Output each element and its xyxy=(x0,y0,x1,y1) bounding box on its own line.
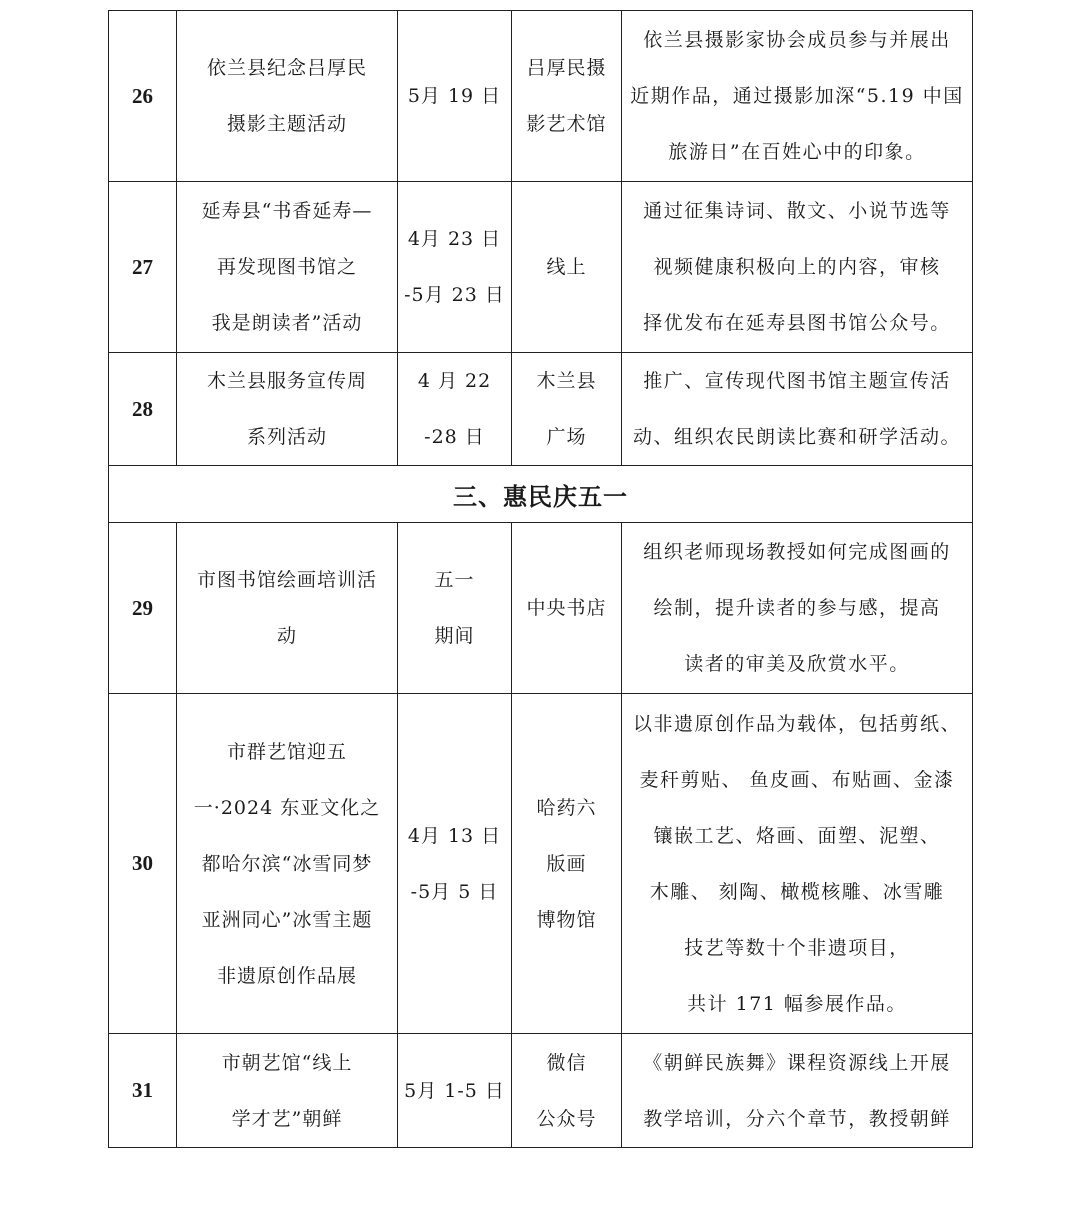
description-cell: 《朝鲜民族舞》课程资源线上开展 教学培训，分六个章节，教授朝鲜 xyxy=(622,1034,973,1148)
table-row-28 xyxy=(109,353,973,466)
venue-cell: 中央书店 xyxy=(512,523,622,694)
events-table xyxy=(108,10,973,1148)
date-cell: 4 月 22 -28 日 xyxy=(398,353,512,466)
venue-cell: 哈药六 版画 博物馆 xyxy=(512,694,622,1034)
description-cell: 组织老师现场教授如何完成图画的 绘制，提升读者的参与感，提高 读者的审美及欣赏水平。 xyxy=(622,523,973,694)
row-number: 31 xyxy=(109,1034,177,1148)
date-cell: 5月 19 日 xyxy=(398,11,512,182)
activity-name-cell: 延寿县“书香延寿— 再发现图书馆之 我是朗读者”活动 xyxy=(177,182,398,353)
activity-name-cell: 市图书馆绘画培训活 动 xyxy=(177,523,398,694)
description-cell: 通过征集诗词、散文、小说节选等 视频健康积极向上的内容，审核 择优发布在延寿县图书馆公众号。 xyxy=(622,182,973,353)
date-cell: 4月 23 日 -5月 23 日 xyxy=(398,182,512,353)
activity-name-cell: 市群艺馆迎五 一·2024 东亚文化之 都哈尔滨“冰雪同梦 亚洲同心”冰雪主题 非遗原创作品展 xyxy=(177,694,398,1034)
row-number: 26 xyxy=(109,11,177,182)
venue-cell: 线上 xyxy=(512,182,622,353)
table-row-27 xyxy=(109,182,973,353)
row-number: 28 xyxy=(109,353,177,466)
venue-cell: 微信 公众号 xyxy=(512,1034,622,1148)
date-cell: 5月 1-5 日 xyxy=(398,1034,512,1148)
date-cell: 五一 期间 xyxy=(398,523,512,694)
table-row-31 xyxy=(109,1034,973,1148)
section-title: 三、惠民庆五一 xyxy=(109,466,973,523)
table-row-26 xyxy=(109,11,973,182)
activity-name-cell: 市朝艺馆“线上 学才艺”朝鲜 xyxy=(177,1034,398,1148)
table-row-30 xyxy=(109,694,973,1034)
venue-cell: 吕厚民摄 影艺术馆 xyxy=(512,11,622,182)
row-number: 27 xyxy=(109,182,177,353)
description-cell: 依兰县摄影家协会成员参与并展出 近期作品，通过摄影加深“5.19 中国 旅游日”在百姓心中的印象。 xyxy=(622,11,973,182)
description-cell: 推广、宣传现代图书馆主题宣传活 动、组织农民朗读比赛和研学活动。 xyxy=(622,353,973,466)
venue-cell: 木兰县 广场 xyxy=(512,353,622,466)
table-row-29 xyxy=(109,523,973,694)
section-row xyxy=(109,466,973,523)
activity-name-cell: 木兰县服务宣传周 系列活动 xyxy=(177,353,398,466)
activity-name-cell: 依兰县纪念吕厚民 摄影主题活动 xyxy=(177,11,398,182)
date-cell: 4月 13 日 -5月 5 日 xyxy=(398,694,512,1034)
description-cell: 以非遗原创作品为载体，包括剪纸、 麦秆剪贴、 鱼皮画、布贴画、金漆 镶嵌工艺、烙画、面塑、泥塑、 木雕、 刻陶、橄榄核雕、冰雪雕 技艺等数十个非遗项目， 共计 171 幅参展作品。 xyxy=(622,694,973,1034)
row-number: 30 xyxy=(109,694,177,1034)
row-number: 29 xyxy=(109,523,177,694)
